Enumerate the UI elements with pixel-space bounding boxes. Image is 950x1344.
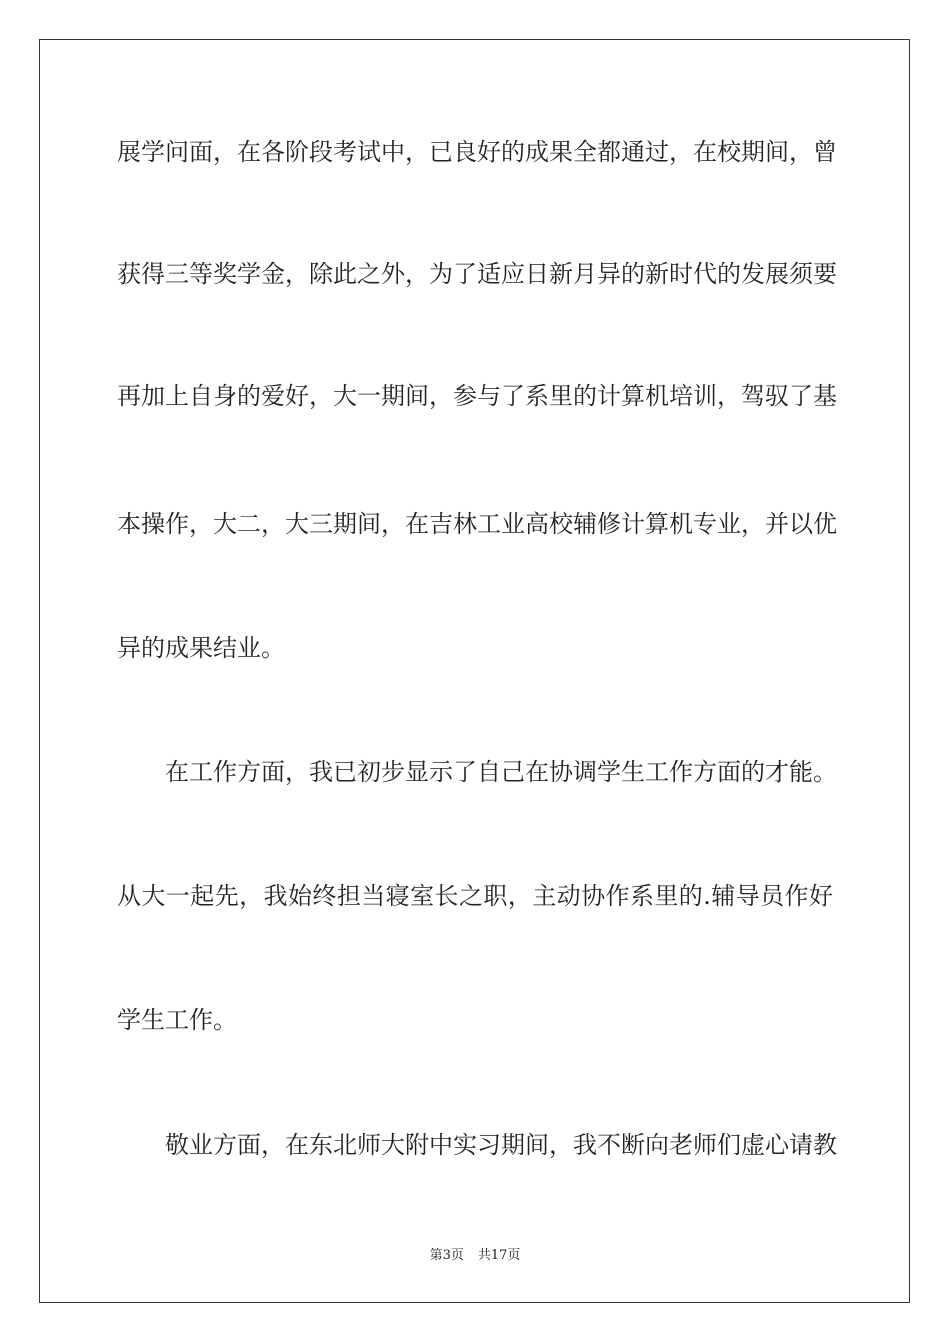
text-line-5: 异的成果结业。 (117, 634, 285, 662)
paragraph-dedication-first-line: 敬业方面，在东北师大附中实习期间，我不断向老师们虚心请教 (165, 1131, 837, 1159)
text-line-2: 获得三等奖学金，除此之外，为了适应日新月异的新时代的发展须要 (117, 260, 837, 288)
text-line-8: 学生工作。 (117, 1006, 237, 1034)
text-line-1: 展学问面，在各阶段考试中，已良好的成果全都通过，在校期间，曾 (117, 138, 837, 166)
page-number: 第3页 (429, 1248, 464, 1263)
page-footer (0, 1244, 950, 1263)
page-frame (39, 39, 910, 1303)
paragraph-work-first-line: 在工作方面，我已初步显示了自己在协调学生工作方面的才能。 (165, 758, 837, 786)
page-total: 共17页 (477, 1248, 521, 1263)
text-line-4: 本操作，大二，大三期间，在吉林工业高校辅修计算机专业，并以优 (117, 510, 837, 538)
text-line-7: 从大一起先，我始终担当寝室长之职，主动协作系里的.辅导员作好 (117, 882, 833, 910)
text-line-3: 再加上自身的爱好，大一期间，参与了系里的计算机培训，驾驭了基 (117, 382, 837, 410)
